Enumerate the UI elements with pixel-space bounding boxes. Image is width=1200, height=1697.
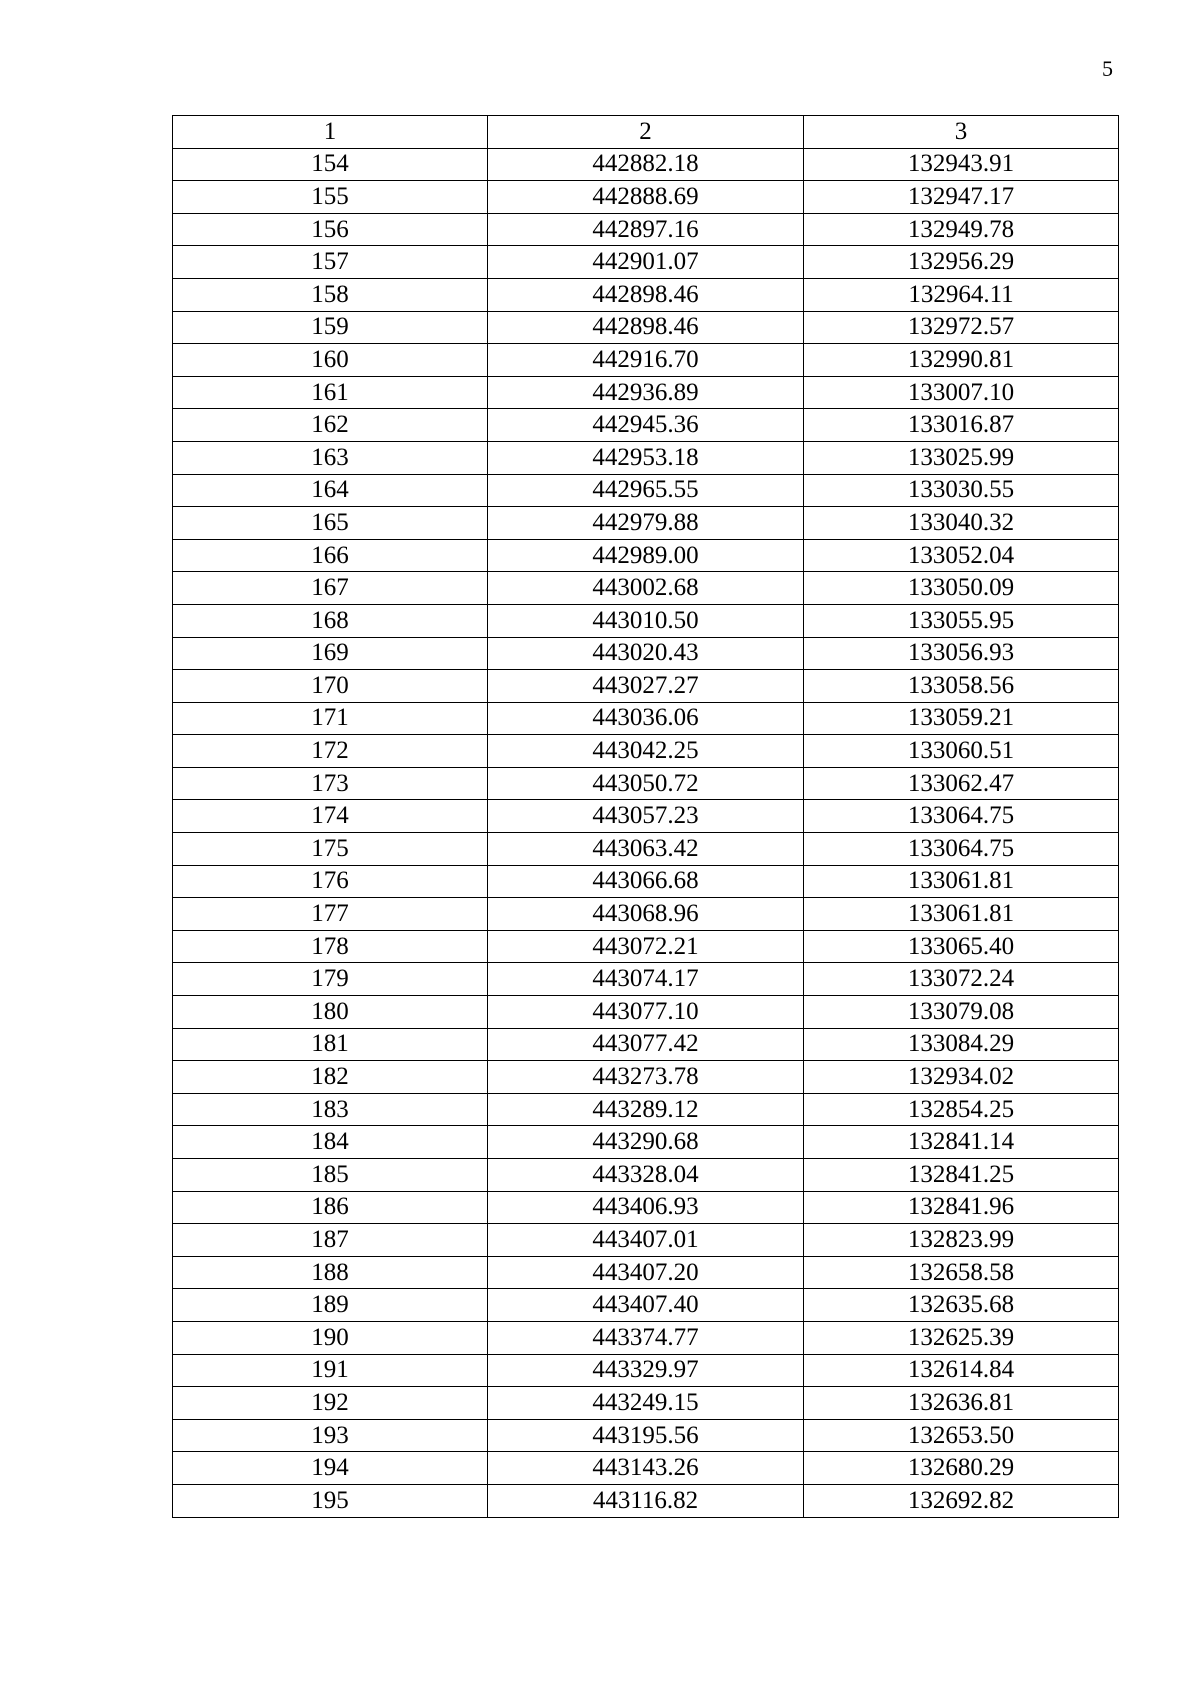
table-cell: 443027.27 (488, 670, 804, 703)
table-row (173, 148, 1119, 181)
table-cell: 181 (173, 1028, 488, 1061)
table-cell: 155 (173, 181, 488, 214)
table-cell: 191 (173, 1354, 488, 1387)
table-cell: 443050.72 (488, 767, 804, 800)
table-row (173, 1419, 1119, 1452)
table-cell: 442888.69 (488, 181, 804, 214)
table-cell: 133040.32 (804, 507, 1119, 540)
table-cell: 177 (173, 898, 488, 931)
coordinates-table (172, 115, 1119, 1518)
table-row (173, 246, 1119, 279)
table-cell: 443407.40 (488, 1289, 804, 1322)
table-row (173, 1093, 1119, 1126)
table-cell: 133061.81 (804, 865, 1119, 898)
table-cell: 188 (173, 1256, 488, 1289)
table-cell: 132964.11 (804, 278, 1119, 311)
table-cell: 178 (173, 930, 488, 963)
table-row (173, 376, 1119, 409)
table-cell: 443042.25 (488, 735, 804, 768)
column-header: 3 (804, 116, 1119, 149)
table-cell: 195 (173, 1484, 488, 1517)
table-cell: 161 (173, 376, 488, 409)
table-cell: 190 (173, 1321, 488, 1354)
table-cell: 443074.17 (488, 963, 804, 996)
table-cell: 182 (173, 1061, 488, 1094)
table-cell: 443406.93 (488, 1191, 804, 1224)
table-cell: 443407.01 (488, 1224, 804, 1257)
table-cell: 133050.09 (804, 572, 1119, 605)
table-cell: 132635.68 (804, 1289, 1119, 1322)
table-row (173, 833, 1119, 866)
table-cell: 171 (173, 702, 488, 735)
table-row (173, 1028, 1119, 1061)
table-row (173, 278, 1119, 311)
table-cell: 443072.21 (488, 930, 804, 963)
table-cell: 164 (173, 474, 488, 507)
table-row (173, 409, 1119, 442)
table-cell: 165 (173, 507, 488, 540)
table-row (173, 865, 1119, 898)
table-row (173, 1126, 1119, 1159)
table-cell: 443077.10 (488, 996, 804, 1029)
table-cell: 132823.99 (804, 1224, 1119, 1257)
table-row (173, 604, 1119, 637)
table-cell: 132990.81 (804, 344, 1119, 377)
table-row (173, 735, 1119, 768)
table-cell: 133052.04 (804, 539, 1119, 572)
table-cell: 133055.95 (804, 604, 1119, 637)
table-row (173, 767, 1119, 800)
table-row (173, 1224, 1119, 1257)
table-cell: 443057.23 (488, 800, 804, 833)
table-cell: 187 (173, 1224, 488, 1257)
table-cell: 174 (173, 800, 488, 833)
table-cell: 132934.02 (804, 1061, 1119, 1094)
table-cell: 184 (173, 1126, 488, 1159)
table-row (173, 1484, 1119, 1517)
table-cell: 132972.57 (804, 311, 1119, 344)
table-cell: 132680.29 (804, 1452, 1119, 1485)
table-cell: 443143.26 (488, 1452, 804, 1485)
table-row (173, 344, 1119, 377)
table-cell: 442898.46 (488, 278, 804, 311)
table-cell: 442945.36 (488, 409, 804, 442)
table-cell: 443036.06 (488, 702, 804, 735)
table-cell: 443010.50 (488, 604, 804, 637)
table-row (173, 181, 1119, 214)
table-row (173, 800, 1119, 833)
table-cell: 443328.04 (488, 1159, 804, 1192)
table-cell: 163 (173, 441, 488, 474)
table-cell: 443002.68 (488, 572, 804, 605)
table-cell: 133060.51 (804, 735, 1119, 768)
table-row (173, 474, 1119, 507)
table-cell: 133079.08 (804, 996, 1119, 1029)
table-cell: 173 (173, 767, 488, 800)
table-cell: 133056.93 (804, 637, 1119, 670)
table-cell: 133072.24 (804, 963, 1119, 996)
table-cell: 442953.18 (488, 441, 804, 474)
table-cell: 442898.46 (488, 311, 804, 344)
table-cell: 443066.68 (488, 865, 804, 898)
table-cell: 442916.70 (488, 344, 804, 377)
table-cell: 132653.50 (804, 1419, 1119, 1452)
table-row (173, 996, 1119, 1029)
table-row (173, 1452, 1119, 1485)
table-cell: 183 (173, 1093, 488, 1126)
table-cell: 443020.43 (488, 637, 804, 670)
table-row (173, 963, 1119, 996)
table-row (173, 1289, 1119, 1322)
column-header: 2 (488, 116, 804, 149)
table-row (173, 213, 1119, 246)
table-cell: 157 (173, 246, 488, 279)
table-row (173, 637, 1119, 670)
table-cell: 132949.78 (804, 213, 1119, 246)
table-cell: 186 (173, 1191, 488, 1224)
table-row (173, 1159, 1119, 1192)
table-cell: 132658.58 (804, 1256, 1119, 1289)
table-cell: 167 (173, 572, 488, 605)
table-cell: 443289.12 (488, 1093, 804, 1126)
table-cell: 133061.81 (804, 898, 1119, 931)
table-cell: 133058.56 (804, 670, 1119, 703)
page-number: 5 (1102, 56, 1113, 81)
table-cell: 132841.25 (804, 1159, 1119, 1192)
table-cell: 180 (173, 996, 488, 1029)
table-cell: 160 (173, 344, 488, 377)
table-cell: 185 (173, 1159, 488, 1192)
table-row (173, 572, 1119, 605)
table-cell: 179 (173, 963, 488, 996)
table-cell: 132625.39 (804, 1321, 1119, 1354)
table-cell: 192 (173, 1387, 488, 1420)
table-cell: 443407.20 (488, 1256, 804, 1289)
table-cell: 443063.42 (488, 833, 804, 866)
table-cell: 443068.96 (488, 898, 804, 931)
table-cell: 133007.10 (804, 376, 1119, 409)
table-row (173, 1321, 1119, 1354)
table-cell: 442979.88 (488, 507, 804, 540)
table-row (173, 898, 1119, 931)
table-cell: 132854.25 (804, 1093, 1119, 1126)
column-header: 1 (173, 116, 488, 149)
table-cell: 133025.99 (804, 441, 1119, 474)
table-row (173, 1354, 1119, 1387)
table-cell: 133030.55 (804, 474, 1119, 507)
table-cell: 443273.78 (488, 1061, 804, 1094)
table-cell: 132956.29 (804, 246, 1119, 279)
table-cell: 172 (173, 735, 488, 768)
table-cell: 154 (173, 148, 488, 181)
table-row (173, 1387, 1119, 1420)
table-cell: 132692.82 (804, 1484, 1119, 1517)
table-cell: 133062.47 (804, 767, 1119, 800)
table-cell: 133016.87 (804, 409, 1119, 442)
table-cell: 194 (173, 1452, 488, 1485)
table-cell: 162 (173, 409, 488, 442)
table-row (173, 1256, 1119, 1289)
table-row (173, 311, 1119, 344)
table-cell: 176 (173, 865, 488, 898)
table-cell: 442882.18 (488, 148, 804, 181)
table-row (173, 1061, 1119, 1094)
table-row (173, 930, 1119, 963)
table-cell: 133064.75 (804, 833, 1119, 866)
table-row (173, 539, 1119, 572)
table-cell: 443116.82 (488, 1484, 804, 1517)
table-cell: 169 (173, 637, 488, 670)
table-cell: 132943.91 (804, 148, 1119, 181)
table-cell: 170 (173, 670, 488, 703)
table-cell: 443329.97 (488, 1354, 804, 1387)
table-cell: 133059.21 (804, 702, 1119, 735)
table-row (173, 507, 1119, 540)
table-cell: 133084.29 (804, 1028, 1119, 1061)
table-cell: 442897.16 (488, 213, 804, 246)
table-cell: 443077.42 (488, 1028, 804, 1061)
table-cell: 443374.77 (488, 1321, 804, 1354)
table-cell: 132636.81 (804, 1387, 1119, 1420)
table-body (173, 148, 1119, 1517)
table-cell: 156 (173, 213, 488, 246)
table-cell: 166 (173, 539, 488, 572)
table-cell: 159 (173, 311, 488, 344)
table-cell: 133065.40 (804, 930, 1119, 963)
table-cell: 193 (173, 1419, 488, 1452)
table-cell: 168 (173, 604, 488, 637)
table-cell: 189 (173, 1289, 488, 1322)
table-cell: 175 (173, 833, 488, 866)
table-cell: 132841.96 (804, 1191, 1119, 1224)
table-cell: 442936.89 (488, 376, 804, 409)
table-cell: 443249.15 (488, 1387, 804, 1420)
table-cell: 442901.07 (488, 246, 804, 279)
table-cell: 132841.14 (804, 1126, 1119, 1159)
table-header-row (173, 116, 1119, 149)
table-cell: 158 (173, 278, 488, 311)
table-cell: 442965.55 (488, 474, 804, 507)
table-row (173, 441, 1119, 474)
table-row (173, 702, 1119, 735)
table-row (173, 670, 1119, 703)
table-row (173, 1191, 1119, 1224)
table-cell: 133064.75 (804, 800, 1119, 833)
table-cell: 443195.56 (488, 1419, 804, 1452)
table-cell: 132947.17 (804, 181, 1119, 214)
table-cell: 132614.84 (804, 1354, 1119, 1387)
table-cell: 442989.00 (488, 539, 804, 572)
table-cell: 443290.68 (488, 1126, 804, 1159)
